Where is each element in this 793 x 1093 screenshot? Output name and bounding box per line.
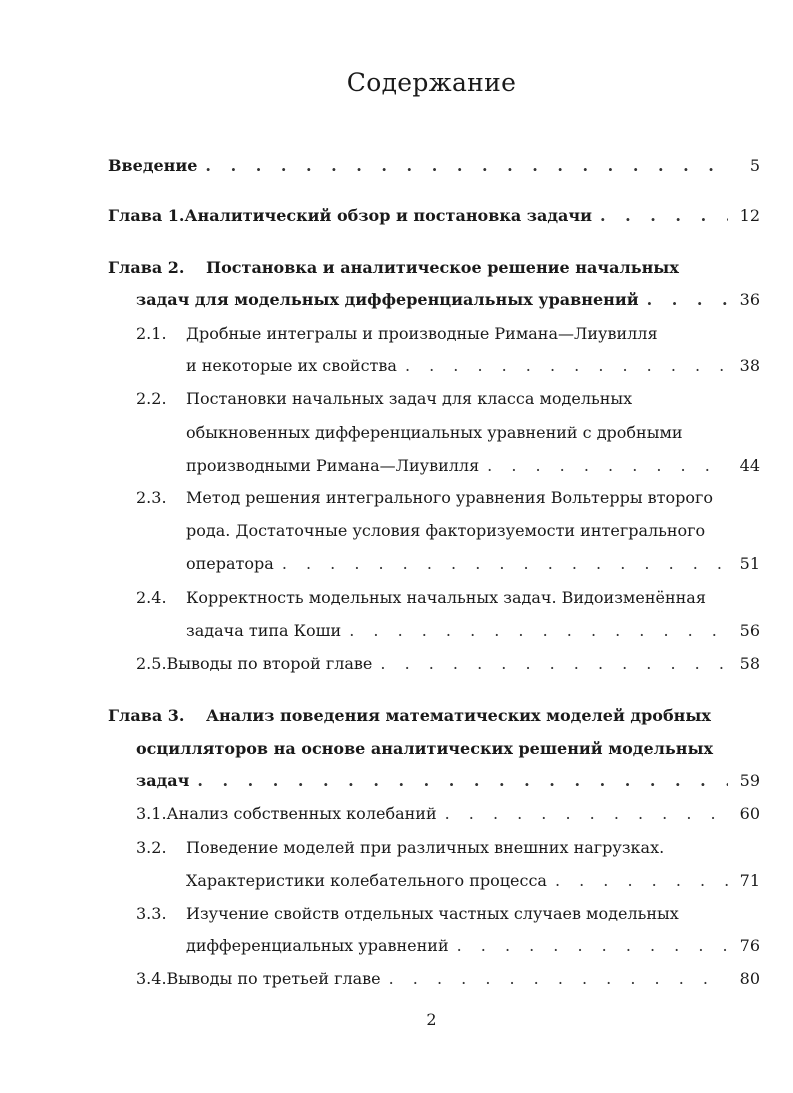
dot-leader (445, 804, 728, 823)
toc-entry-chapter-2-cont[interactable] (136, 290, 760, 309)
toc-page-number: 12 (739, 206, 760, 225)
toc-page-number: 76 (739, 936, 760, 955)
toc-entry-label: дифференциальных уравнений (186, 936, 449, 955)
dot-leader (205, 156, 728, 175)
toc-entry-label: Метод решения интегрального уравнения Вольтерры второго (186, 488, 714, 507)
toc-page-number: 5 (749, 156, 760, 175)
toc-entry-chapter-1[interactable] (108, 206, 760, 225)
toc-entry-section-3-2-cont[interactable] (186, 871, 760, 890)
toc-entry-label: Введение (108, 156, 198, 175)
toc-page-number: 59 (739, 771, 760, 790)
toc-page-number: 71 (739, 871, 760, 890)
toc-entry-section-2-2[interactable] (136, 389, 760, 408)
toc-entry-section-2-1[interactable] (136, 324, 760, 343)
toc-page-number: 44 (739, 456, 760, 475)
toc-entry-section-2-3[interactable] (136, 488, 760, 507)
dot-leader (389, 969, 728, 988)
chapter-number: Глава 1. (108, 206, 185, 225)
toc-entry-label: Постановки начальных задач для класса модельных (186, 389, 633, 408)
toc-page-number: 36 (739, 290, 760, 309)
dot-leader (600, 206, 728, 225)
toc-entry-section-2-2-cont[interactable] (186, 423, 760, 442)
toc-page-number: 80 (739, 969, 760, 988)
dot-leader (405, 356, 728, 375)
section-number: 3.3. (136, 904, 167, 923)
toc-page-number: 38 (739, 356, 760, 375)
toc-entry-label: задач для модельных дифференциальных уравнений (136, 290, 639, 309)
toc-page-number: 60 (739, 804, 760, 823)
section-number: 3.1. (136, 804, 167, 823)
toc-entry-label: обыкновенных дифференциальных уравнений с дробными (186, 423, 683, 442)
dot-leader (282, 554, 728, 573)
section-number: 2.5. (136, 654, 167, 673)
toc-entry-label: Анализ собственных колебаний (166, 804, 437, 823)
toc-entry-label: Корректность модельных начальных задач. Видоизменённая (186, 588, 706, 607)
toc-entry-label: Изучение свойств отдельных частных случаев модельных (186, 904, 679, 923)
toc-entry-chapter-2[interactable] (108, 258, 760, 277)
toc-entry-label: задач (136, 771, 190, 790)
toc-entry-label: Анализ поведения математических моделей дробных (206, 706, 711, 725)
toc-entry-label: рода. Достаточные условия факторизуемости интегрального (186, 521, 706, 540)
section-number: 3.2. (136, 838, 167, 857)
section-number: 2.2. (136, 389, 167, 408)
dot-leader (380, 654, 728, 673)
toc-entry-chapter-3[interactable] (108, 706, 760, 725)
toc-entry-section-2-5[interactable] (136, 654, 760, 673)
toc-entry-label: Постановка и аналитическое решение начальных (206, 258, 679, 277)
toc-entry-section-2-3-cont[interactable] (186, 521, 760, 540)
toc-entry-section-2-3-cont2[interactable] (186, 554, 760, 573)
toc-entry-label: производными Римана—Лиувилля (186, 456, 480, 475)
toc-entry-label: Выводы по третьей главе (166, 969, 381, 988)
toc-entry-label: Дробные интегралы и производные Римана—Лиувилля (186, 324, 658, 343)
toc-entry-label: Аналитический обзор и постановка задачи (184, 206, 592, 225)
chapter-number: Глава 3. (108, 706, 185, 725)
toc-entry-section-3-1[interactable] (136, 804, 760, 823)
toc-entry-label: оператора (186, 554, 274, 573)
toc-entry-section-2-2-cont2[interactable] (186, 456, 760, 475)
toc-entry-label: осцилляторов на основе аналитических решений модельных (136, 739, 714, 758)
toc-entry-section-2-4-cont[interactable] (186, 621, 760, 640)
toc-entry-label: задача типа Коши (186, 621, 342, 640)
toc-page-number: 58 (739, 654, 760, 673)
toc-entry-section-3-3-cont[interactable] (186, 936, 760, 955)
toc-page-number: 51 (739, 554, 760, 573)
toc-entry-section-3-2[interactable] (136, 838, 760, 857)
section-number: 2.1. (136, 324, 167, 343)
dot-leader (647, 290, 728, 309)
toc-entry-introduction[interactable] (108, 156, 760, 175)
page-title: Содержание (346, 68, 517, 97)
dot-leader (555, 871, 728, 890)
toc-entry-chapter-3-cont[interactable] (136, 739, 760, 758)
toc-entry-section-2-1-cont[interactable] (186, 356, 760, 375)
toc-entry-label: Поведение моделей при различных внешних нагрузках. (186, 838, 665, 857)
chapter-number: Глава 2. (108, 258, 185, 277)
toc-entry-section-3-3[interactable] (136, 904, 760, 923)
dot-leader (457, 936, 728, 955)
toc-entry-chapter-3-cont2[interactable] (136, 771, 760, 790)
page-number: 2 (426, 1010, 437, 1029)
toc-entry-label: Характеристики колебательного процесса (186, 871, 547, 890)
dot-leader (487, 456, 728, 475)
dot-leader (197, 771, 728, 790)
toc-entry-section-2-4[interactable] (136, 588, 760, 607)
section-number: 3.4. (136, 969, 167, 988)
dot-leader (349, 621, 728, 640)
toc-entry-label: Выводы по второй главе (166, 654, 373, 673)
toc-entry-section-3-4[interactable] (136, 969, 760, 988)
section-number: 2.4. (136, 588, 167, 607)
toc-entry-label: и некоторые их свойства (186, 356, 397, 375)
section-number: 2.3. (136, 488, 167, 507)
toc-page-number: 56 (739, 621, 760, 640)
